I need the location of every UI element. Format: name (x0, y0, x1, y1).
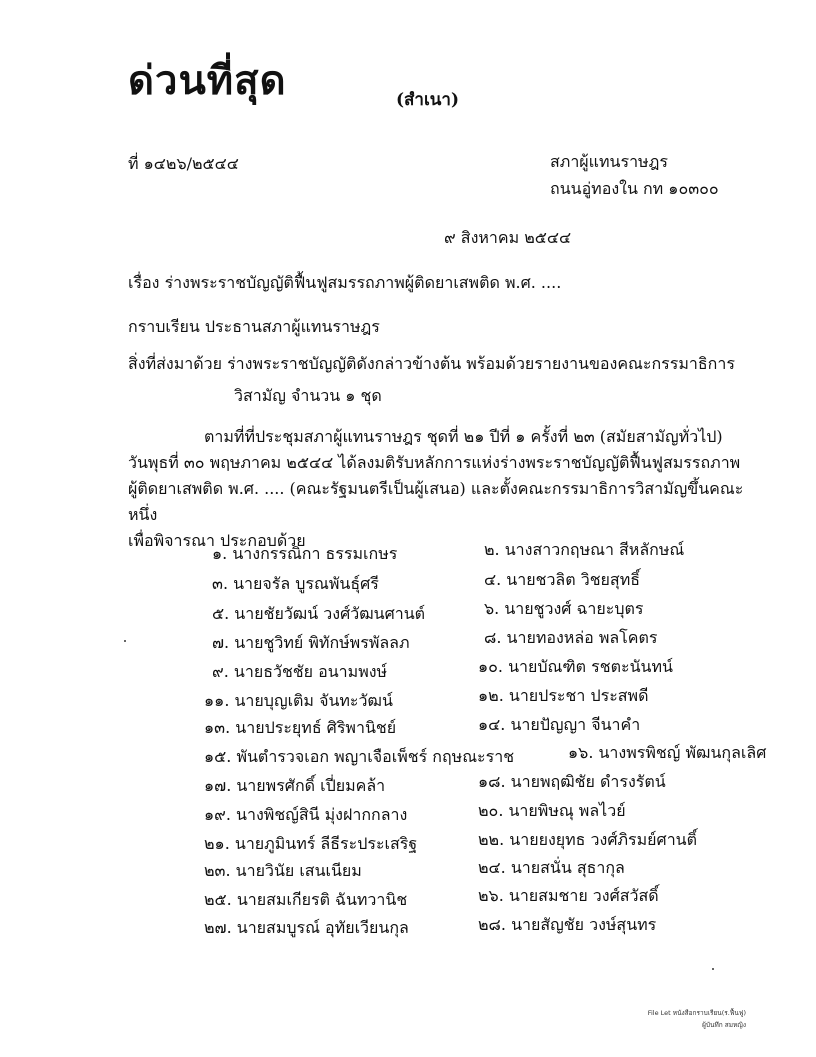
scan-speck (712, 968, 714, 970)
enclosure-line-2: วิสามัญ จำนวน ๑ ชุด (234, 386, 382, 405)
member-name: ๑๒. นายประชา ประสพดี (478, 686, 649, 705)
member-name: ๑๕. พันตำรวจเอก พญาเจือเพ็ชร์ กฤษณะราช (204, 747, 515, 766)
member-name: ๒๑. นายภูมินทร์ ลีธีระประเสริฐ (204, 834, 418, 853)
member-name: ๑๓. นายประยุทธ์ ศิริพานิชย์ (204, 718, 397, 737)
copy-label: (สำเนา) (396, 90, 459, 110)
member-name: ๒๘. นายสัญชัย วงษ์สุนทร (478, 915, 657, 934)
body-line: เพื่อพิจารณา ประกอบด้วย (128, 531, 306, 550)
body-line: ผู้ติดยาเสพติด พ.ศ. .... (คณะรัฐมนตรีเป็นผู้เสนอ) และตั้งคณะกรรมาธิการวิสามัญขึ้นคณะหนึ่ง (128, 479, 744, 524)
member-name: ๒๗. นายสมบูรณ์ อุทัยเวียนกุล (204, 918, 409, 937)
member-name: ๔. นายชวลิต วิชยสุทธิ์ (484, 570, 640, 589)
organization-address: ถนนอู่ทองใน กท ๑๐๓๐๐ (550, 179, 719, 198)
scan-speck (124, 640, 126, 642)
member-name: ๑๗. นายพรศักดิ์ เปี่ยมคล้า (204, 776, 386, 795)
member-name: ๒๒. นายยงยุทธ วงศ์ภิรมย์ศานติ์ (478, 830, 698, 849)
letter-body (128, 424, 768, 554)
urgency-heading: ด่วนที่สุด (128, 58, 287, 104)
member-name: ๑. นางกรรณิกา ธรรมเกษร (212, 544, 398, 563)
salutation: กราบเรียน ประธานสภาผู้แทนราษฎร (128, 317, 380, 336)
member-name: ๒. นางสาวกฤษณา สีหลักษณ์ (484, 540, 685, 559)
member-name: ๑๙. นางพิชญ์สินี มุ่งฝากกลาง (204, 805, 408, 824)
member-name: ๑๖. นางพรพิชญ์ พัฒนกุลเลิศ (568, 743, 767, 762)
member-name: ๙. นายธวัชชัย อนามพงษ์ (212, 662, 388, 681)
body-line: ตามที่ที่ประชุมสภาผู้แทนราษฎร ชุดที่ ๒๑ ปีที่ ๑ ครั้งที่ ๒๓ (สมัยสามัญทั่วไป) (204, 427, 723, 446)
member-name: ๖. นายชูวงศ์ ฉายะบุตร (484, 599, 644, 618)
member-name: ๑๘. นายพฤฒิชัย ดำรงรัตน์ (478, 772, 666, 791)
document-number: ที่ ๑๔๒๖/๒๕๔๔ (128, 154, 239, 173)
footer-recorder: ผู้บันทึก สมหญิง (702, 1021, 746, 1029)
body-line: วันพุธที่ ๓๐ พฤษภาคม ๒๕๔๔ ได้ลงมติรับหลักการแห่งร่างพระราชบัญญัติฟื้นฟูสมรรถภาพ (128, 453, 741, 472)
member-name: ๒๖. นายสมชาย วงศ์สวัสดิ์ (478, 886, 659, 905)
member-name: ๑๑. นายบุญเติม จันทะวัฒน์ (204, 691, 393, 710)
footer-file-ref: File Let หนังสือกราบเรียน(ร.ฟื้นฟู) (647, 1009, 746, 1017)
member-name: ๑๔. นายปัญญา จีนาคำ (478, 715, 641, 734)
member-name: ๒๐. นายพิษณุ พลไวย์ (478, 801, 626, 820)
organization-name: สภาผู้แทนราษฎร (550, 152, 668, 171)
letter-date: ๙ สิงหาคม ๒๕๔๔ (444, 228, 572, 247)
member-name: ๒๕. นายสมเกียรติ ฉันทวานิช (204, 890, 408, 909)
letter-subject: เรื่อง ร่างพระราชบัญญัติฟื้นฟูสมรรถภาพผู้ติดยาเสพติด พ.ศ. .... (128, 273, 562, 292)
member-name: ๒๓. นายวินัย เสนเนียม (204, 861, 362, 880)
enclosure-line-1: สิ่งที่ส่งมาด้วย ร่างพระราชบัญญัติดังกล่าวข้างต้น พร้อมด้วยรายงานของคณะกรรมาธิการ (128, 354, 735, 373)
member-name: ๘. นายทองหล่อ พลโคตร (484, 628, 658, 647)
member-name: ๕. นายชัยวัฒน์ วงศ์วัฒนศานต์ (212, 604, 426, 623)
member-name: ๓. นายจรัล บูรณพันธุ์ศรี (212, 574, 379, 593)
member-name: ๑๐. นายบัณฑิต รชตะนันทน์ (478, 657, 673, 676)
member-name: ๒๔. นายสนั่น สุธากุล (478, 858, 625, 877)
member-name: ๗. นายชูวิทย์ พิทักษ์พรพัลลภ (212, 633, 410, 652)
